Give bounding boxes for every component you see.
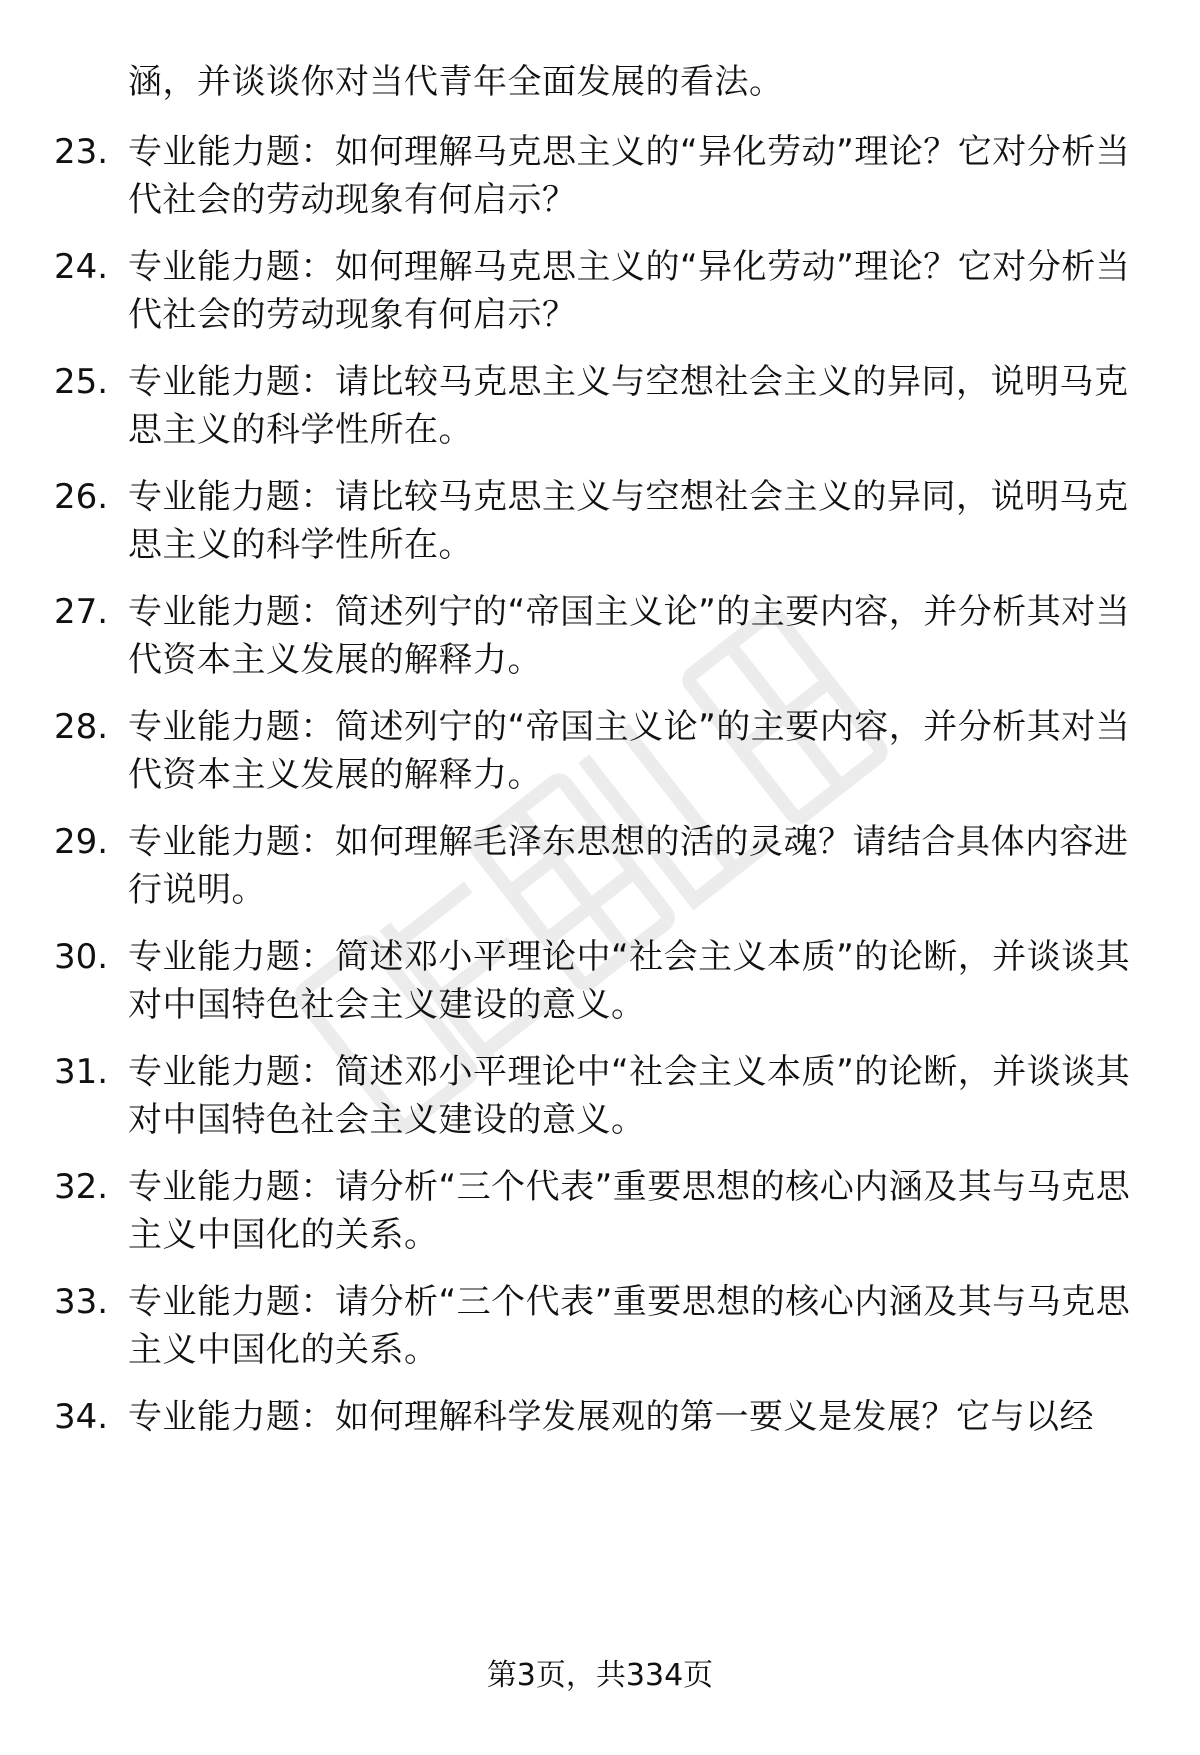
item-text: 专业能力题：如何理解马克思主义的“异化劳动”理论？它对分析当代社会的劳动现象有何启示？ xyxy=(128,247,1131,335)
item-number: 29. xyxy=(54,822,109,862)
item-number: 30. xyxy=(54,937,109,977)
item-text: 专业能力题：如何理解毛泽东思想的活的灵魂？请结合具体内容进行说明。 xyxy=(128,822,1129,910)
item-number: 24. xyxy=(54,247,109,287)
item-text: 专业能力题：请分析“三个代表”重要思想的核心内涵及其与马克思主义中国化的关系。 xyxy=(128,1282,1131,1370)
item-text: 专业能力题：简述列宁的“帝国主义论”的主要内容，并分析其对当代资本主义发展的解释力。 xyxy=(128,592,1131,680)
item-number: 28. xyxy=(54,707,109,747)
continuation-text: 涵，并谈谈你对当代青年全面发展的看法。 xyxy=(128,62,784,102)
item-text: 专业能力题：请比较马克思主义与空想社会主义的异同，说明马克思主义的科学性所在。 xyxy=(128,362,1129,450)
item-text: 专业能力题：简述列宁的“帝国主义论”的主要内容，并分析其对当代资本主义发展的解释力。 xyxy=(128,707,1131,795)
item-text: 专业能力题：简述邓小平理论中“社会主义本质”的论断，并谈谈其对中国特色社会主义建设的意义。 xyxy=(128,1052,1131,1140)
item-number: 33. xyxy=(54,1282,109,1322)
page-footer: 第3页，共334页 xyxy=(486,1658,714,1693)
item-number: 31. xyxy=(54,1052,109,1092)
item-number: 23. xyxy=(54,132,109,172)
item-text: 专业能力题：简述邓小平理论中“社会主义本质”的论断，并谈谈其对中国特色社会主义建设的意义。 xyxy=(128,937,1131,1025)
item-number: 34. xyxy=(54,1397,109,1437)
item-number: 27. xyxy=(54,592,109,632)
item-text: 专业能力题：如何理解科学发展观的第一要义是发展？它与以经 xyxy=(128,1397,1094,1437)
item-text: 专业能力题：请分析“三个代表”重要思想的核心内涵及其与马克思主义中国化的关系。 xyxy=(128,1167,1131,1255)
item-text: 专业能力题：如何理解马克思主义的“异化劳动”理论？它对分析当代社会的劳动现象有何启示？ xyxy=(128,132,1131,220)
item-number: 26. xyxy=(54,477,109,517)
item-number: 32. xyxy=(54,1167,109,1207)
item-text: 专业能力题：请比较马克思主义与空想社会主义的异同，说明马克思主义的科学性所在。 xyxy=(128,477,1129,565)
item-number: 25. xyxy=(54,362,109,402)
